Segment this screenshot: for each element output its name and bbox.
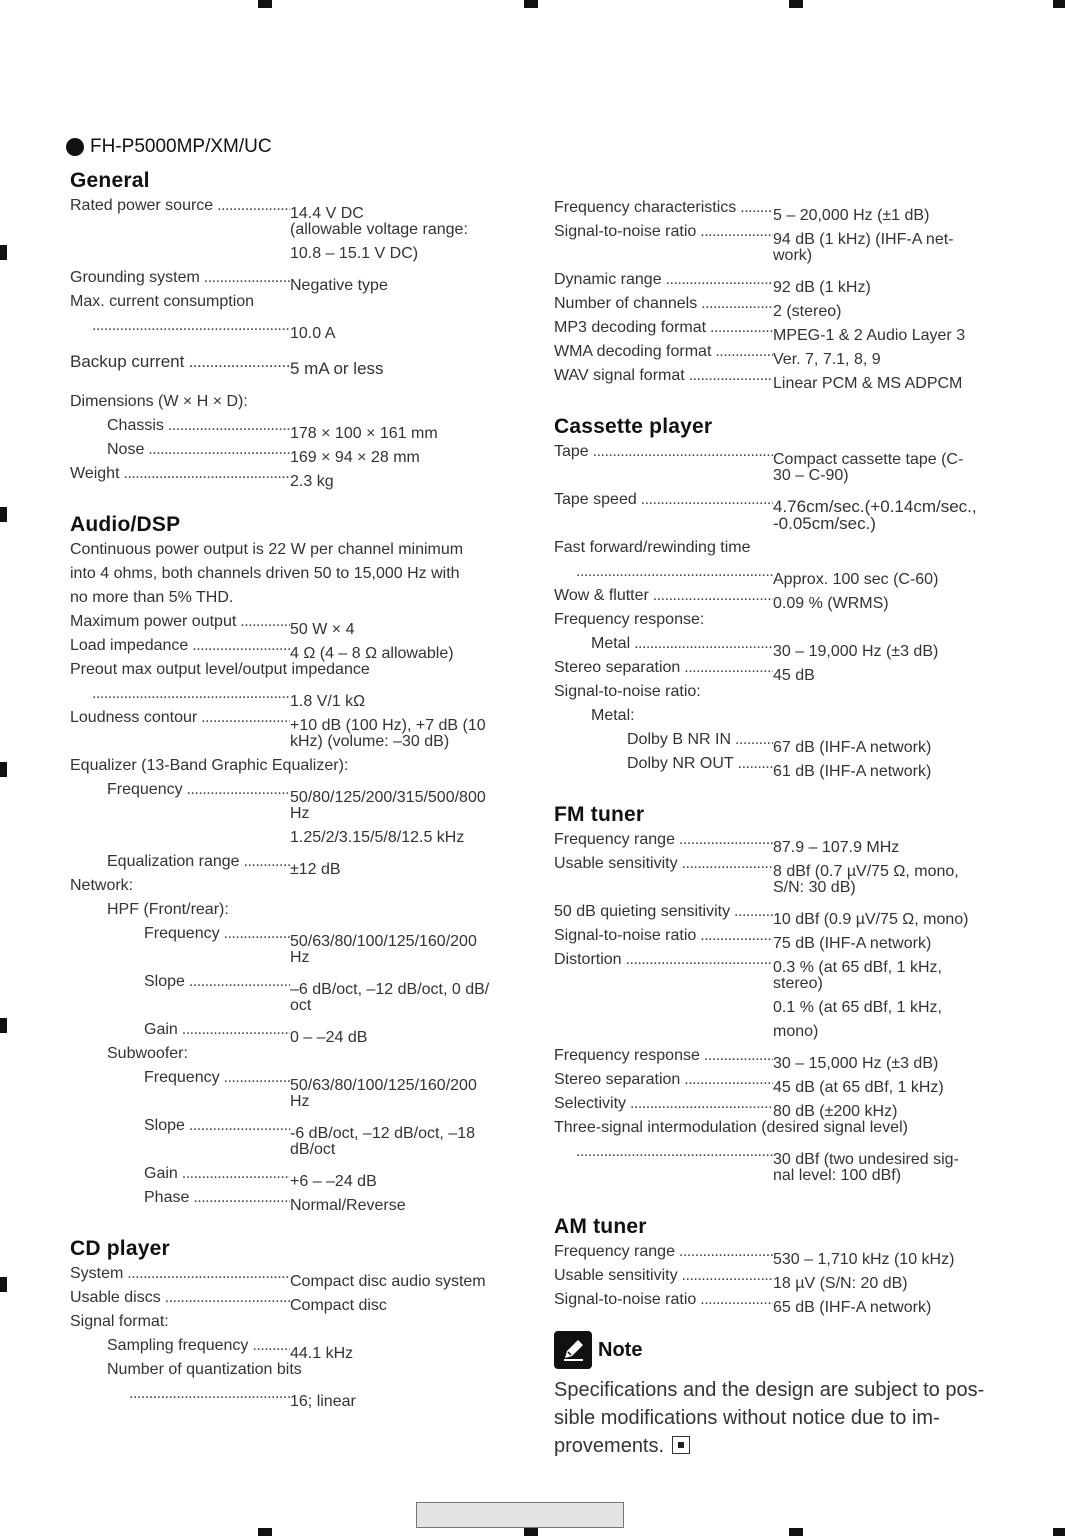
- spec-continuation: 10.8 – 15.1 V DC): [290, 245, 419, 262]
- spec-label: Gain .....: [144, 1162, 290, 1186]
- right-column: [554, 168, 999, 1460]
- spec-value: 30 dBf (two undesired sig-: [773, 1151, 959, 1168]
- spec-label: Slope .....: [144, 1114, 290, 1138]
- spec-value: Compact disc audio system: [290, 1273, 486, 1290]
- spec-continuation: 1.25/2/3.15/5/8/12.5 kHz: [290, 829, 465, 846]
- registration-mark: [524, 1528, 538, 1536]
- spec-value: 10.0 A: [290, 325, 336, 342]
- spec-heading: Dimensions (W × H × D):: [70, 393, 248, 410]
- spec-continuation: Hz: [290, 1093, 310, 1110]
- note-title: Note: [598, 1338, 643, 1361]
- spec-continuation: mono): [773, 1023, 819, 1040]
- spec-value: 50/80/125/200/315/500/800: [290, 789, 486, 806]
- spec-value: 92 dB (1 kHz): [773, 279, 871, 296]
- spec-row: [70, 1018, 515, 1046]
- spec-continuation: nal level: 100 dBf): [773, 1167, 902, 1184]
- leader-dots: [107, 1382, 290, 1406]
- spec-heading: HPF (Front/rear):: [107, 901, 229, 918]
- spec-value: –6 dB/oct, –12 dB/oct, 0 dB/: [290, 981, 490, 998]
- registration-mark: [0, 507, 7, 522]
- spec-value: 169 × 94 × 28 mm: [290, 449, 420, 466]
- spec-label: Weight .....: [70, 462, 290, 486]
- spec-row: [70, 850, 515, 878]
- spec-row: [554, 852, 999, 880]
- spec-label: Sampling frequency .....: [107, 1334, 290, 1358]
- registration-mark: [0, 1018, 7, 1033]
- spec-value: 80 dB (±200 kHz): [773, 1103, 898, 1120]
- spec-continuation: Hz: [290, 949, 310, 966]
- spec-row: [554, 316, 999, 344]
- spec-row: [70, 778, 515, 806]
- spec-value: +10 dB (100 Hz), +7 dB (10: [290, 717, 486, 734]
- spec-row: [70, 350, 515, 378]
- spec-label: Dolby B NR IN .....: [627, 728, 773, 752]
- spec-label: Frequency .....: [107, 778, 290, 802]
- spec-label: Signal-to-noise ratio .....: [554, 924, 773, 948]
- note-line: Specifications and the design are subject to pos-: [554, 1379, 985, 1401]
- spec-label: Load impedance .....: [70, 634, 290, 658]
- spec-label: Backup current .....: [70, 350, 290, 374]
- spec-value: 0.09 % (WRMS): [773, 595, 889, 612]
- spec-row: [70, 682, 515, 710]
- spec-label: Dynamic range .....: [554, 268, 773, 292]
- spec-label: Nose .....: [107, 438, 290, 462]
- registration-mark: [789, 1528, 803, 1536]
- spec-value: 0.3 % (at 65 dBf, 1 kHz,: [773, 959, 942, 976]
- spec-label: Tape speed .....: [554, 488, 773, 512]
- spec-row: [554, 728, 999, 756]
- spec-heading: Signal format:: [70, 1313, 169, 1330]
- spec-row: [70, 634, 515, 662]
- leader-dots: [70, 314, 290, 338]
- spec-row: [70, 1162, 515, 1190]
- left-column: [70, 168, 515, 1410]
- spec-value: +6 – –24 dB: [290, 1173, 377, 1190]
- spec-heading: Metal:: [591, 707, 635, 724]
- spec-label: System .....: [70, 1262, 290, 1286]
- note-line: sible modifications without notice due to im-: [554, 1407, 940, 1429]
- spec-value: Negative type: [290, 277, 388, 294]
- spec-label: Frequency characteristics .....: [554, 196, 773, 220]
- note-text: [554, 1376, 994, 1460]
- spec-continuation: S/N: 30 dB): [773, 879, 856, 896]
- spec-value: ±12 dB: [290, 861, 341, 878]
- spec-continuation: (allowable voltage range:: [290, 221, 468, 238]
- leader-dots: [554, 1140, 773, 1164]
- spec-row: [554, 220, 999, 248]
- spec-value: Compact disc: [290, 1297, 387, 1314]
- spec-label: Frequency response .....: [554, 1044, 773, 1068]
- spec-row: [70, 1066, 515, 1094]
- spec-label: Maximum power output .....: [70, 610, 290, 634]
- spec-label: Frequency range .....: [554, 1240, 773, 1264]
- spec-value: 16; linear: [290, 1393, 356, 1410]
- spec-value: 5 mA or less: [290, 359, 384, 378]
- spec-heading: Max. current consumption: [70, 293, 255, 310]
- spec-row: [554, 268, 999, 296]
- section-title-cd-player: CD player: [70, 1237, 170, 1260]
- leader-dots: [554, 560, 773, 584]
- spec-value: 14.4 V DC: [290, 205, 364, 222]
- registration-mark: [524, 0, 538, 8]
- note-line-text: provements.: [554, 1435, 665, 1457]
- spec-value: MPEG-1 & 2 Audio Layer 3: [773, 327, 966, 344]
- spec-value: Approx. 100 sec (C-60): [773, 571, 939, 588]
- spec-value: Compact cassette tape (C-: [773, 451, 964, 468]
- paragraph-line: into 4 ohms, both channels driven 50 to 15,000 Hz with: [70, 565, 460, 582]
- spec-row: [554, 1140, 999, 1168]
- registration-mark: [0, 762, 7, 777]
- spec-row: [70, 414, 515, 442]
- spec-row: [554, 1288, 999, 1316]
- spec-value: 4 Ω (4 – 8 Ω allowable): [290, 645, 454, 662]
- spec-heading: Network:: [70, 877, 134, 894]
- section-title-am-tuner: AM tuner: [554, 1215, 647, 1238]
- spec-row: [554, 196, 999, 224]
- spec-label: Stereo separation .....: [554, 1068, 773, 1092]
- spec-row: [554, 752, 999, 780]
- registration-mark: [0, 245, 7, 260]
- spec-value: 94 dB (1 kHz) (IHF-A net-: [773, 231, 954, 248]
- spec-label: Tape .....: [554, 440, 773, 464]
- spec-value: 178 × 100 × 161 mm: [290, 425, 438, 442]
- spec-row: [70, 1334, 515, 1362]
- spec-row: [70, 922, 515, 950]
- note-header: [554, 1330, 999, 1370]
- spec-row: [554, 440, 999, 468]
- registration-mark: [258, 0, 272, 8]
- page-number-box: [416, 1502, 624, 1528]
- spec-row: [554, 632, 999, 660]
- spec-heading: Subwoofer:: [107, 1045, 188, 1062]
- model-name: FH-P5000MP/XM/UC: [90, 136, 272, 157]
- spec-row: [554, 488, 999, 516]
- spec-value: 65 dB (IHF-A network): [773, 1299, 932, 1316]
- model-title: [66, 136, 272, 158]
- registration-mark: [789, 0, 803, 8]
- spec-value: Normal/Reverse: [290, 1197, 406, 1214]
- section-title-fm-tuner: FM tuner: [554, 803, 645, 826]
- spec-value: 0 – –24 dB: [290, 1029, 368, 1046]
- spec-label: Equalization range .....: [107, 850, 290, 874]
- section-title-cassette-player: Cassette player: [554, 415, 713, 438]
- spec-label: Frequency .....: [144, 1066, 290, 1090]
- spec-value: 87.9 – 107.9 MHz: [773, 839, 900, 856]
- spec-row: [70, 1286, 515, 1314]
- spec-row: [70, 1114, 515, 1142]
- spec-row: [554, 1240, 999, 1268]
- paragraph-line: Continuous power output is 22 W per channel minimum: [70, 541, 464, 558]
- spec-label: Usable discs .....: [70, 1286, 290, 1310]
- spec-value: 10 dBf (0.9 µV/75 Ω, mono): [773, 911, 969, 928]
- spec-row: [554, 828, 999, 856]
- spec-label: Gain .....: [144, 1018, 290, 1042]
- spec-row: [70, 610, 515, 638]
- spec-label: MP3 decoding format .....: [554, 316, 773, 340]
- spec-label: Dolby NR OUT .....: [627, 752, 773, 776]
- spec-value: 44.1 kHz: [290, 1345, 354, 1362]
- section-title-audio-dsp: Audio/DSP: [70, 513, 181, 536]
- paragraph-line: no more than 5% THD.: [70, 589, 234, 606]
- end-mark-icon: [672, 1436, 690, 1454]
- spec-row: [70, 1382, 515, 1410]
- spec-value: Ver. 7, 7.1, 8, 9: [773, 351, 881, 368]
- spec-continuation: 30 – C-90): [773, 467, 849, 484]
- spec-value: 50/63/80/100/125/160/200: [290, 933, 477, 950]
- spec-continuation: oct: [290, 997, 312, 1014]
- spec-row: [70, 970, 515, 998]
- spec-value: 30 – 19,000 Hz (±3 dB): [773, 643, 939, 660]
- spec-heading: Signal-to-noise ratio:: [554, 683, 701, 700]
- spec-value: 4.76cm/sec.(+0.14cm/sec.,: [773, 497, 977, 516]
- spec-heading: Fast forward/rewinding time: [554, 539, 751, 556]
- spec-heading: Equalizer (13-Band Graphic Equalizer):: [70, 757, 349, 774]
- registration-mark: [1053, 1528, 1065, 1536]
- section-title-general: General: [70, 169, 150, 192]
- spec-value: 50/63/80/100/125/160/200: [290, 1077, 477, 1094]
- note-line: [554, 1432, 994, 1460]
- spec-row: [554, 364, 999, 392]
- spec-row: [554, 560, 999, 588]
- spec-label: 50 dB quieting sensitivity .....: [554, 900, 773, 924]
- spec-label: WAV signal format .....: [554, 364, 773, 388]
- spec-label: WMA decoding format .....: [554, 340, 773, 364]
- spec-label: Distortion .....: [554, 948, 773, 972]
- spec-row: [70, 266, 515, 294]
- spec-label: Usable sensitivity .....: [554, 852, 773, 876]
- spec-row: [554, 948, 999, 976]
- spec-continuation: -0.05cm/sec.): [773, 514, 876, 533]
- registration-mark: [1053, 0, 1065, 8]
- spec-label: Wow & flutter .....: [554, 584, 773, 608]
- spec-label: Loudness contour .....: [70, 706, 290, 730]
- spec-continuation: 0.1 % (at 65 dBf, 1 kHz,: [773, 999, 942, 1016]
- spec-value: 18 µV (S/N: 20 dB): [773, 1275, 908, 1292]
- spec-label: Phase .....: [144, 1186, 290, 1210]
- spec-label: Selectivity .....: [554, 1092, 773, 1116]
- spec-heading: Number of quantization bits: [107, 1361, 302, 1378]
- spec-heading: Three-signal intermodulation (desired signal level): [554, 1119, 908, 1136]
- spec-label: Number of channels .....: [554, 292, 773, 316]
- spec-value: 45 dB (at 65 dBf, 1 kHz): [773, 1079, 944, 1096]
- spec-heading: Preout max output level/output impedance: [70, 661, 370, 678]
- spec-label: Signal-to-noise ratio .....: [554, 1288, 773, 1312]
- spec-value: 1.8 V/1 kΩ: [290, 693, 366, 710]
- spec-label: Frequency range .....: [554, 828, 773, 852]
- registration-mark: [258, 1528, 272, 1536]
- spec-value: 75 dB (IHF-A network): [773, 935, 932, 952]
- spec-value: 30 – 15,000 Hz (±3 dB): [773, 1055, 939, 1072]
- spec-continuation: stereo): [773, 975, 823, 992]
- spec-value: 8 dBf (0.7 µV/75 Ω, mono,: [773, 863, 959, 880]
- spec-label: Grounding system .....: [70, 266, 290, 290]
- spec-row: [70, 462, 515, 490]
- spec-row: [70, 1186, 515, 1214]
- pencil-icon: [554, 1331, 592, 1369]
- spec-row: [70, 1262, 515, 1290]
- spec-value: 67 dB (IHF-A network): [773, 739, 932, 756]
- spec-heading: Frequency response:: [554, 611, 705, 628]
- leader-dots: [70, 682, 290, 706]
- spec-value: 5 – 20,000 Hz (±1 dB): [773, 207, 930, 224]
- spec-label: Signal-to-noise ratio .....: [554, 220, 773, 244]
- spec-label: Stereo separation .....: [554, 656, 773, 680]
- spec-value: 2 (stereo): [773, 303, 842, 320]
- spec-row: [70, 194, 515, 222]
- spec-value: 530 – 1,710 kHz (10 kHz): [773, 1251, 955, 1268]
- spec-continuation: Hz: [290, 805, 310, 822]
- spec-continuation: dB/oct: [290, 1141, 336, 1158]
- spec-label: Usable sensitivity .....: [554, 1264, 773, 1288]
- spec-value: -6 dB/oct, –12 dB/oct, –18: [290, 1125, 476, 1142]
- spec-continuation: work): [773, 247, 813, 264]
- spec-row: [554, 1044, 999, 1072]
- spec-value: 50 W × 4: [290, 621, 355, 638]
- spec-label: Chassis .....: [107, 414, 290, 438]
- spec-value: 2.3 kg: [290, 473, 334, 490]
- spec-row: [70, 438, 515, 466]
- spec-value: 61 dB (IHF-A network): [773, 763, 932, 780]
- spec-row: [70, 706, 515, 734]
- spec-label: Slope .....: [144, 970, 290, 994]
- spec-row: [554, 900, 999, 928]
- spec-row: [554, 292, 999, 320]
- spec-label: Metal .....: [591, 632, 773, 656]
- spec-row: [554, 1068, 999, 1096]
- spec-value: 45 dB: [773, 667, 815, 684]
- spec-label: Rated power source .....: [70, 194, 290, 218]
- registration-mark: [0, 1277, 7, 1292]
- spec-value: Linear PCM & MS ADPCM: [773, 375, 963, 392]
- spec-continuation: kHz) (volume: –30 dB): [290, 733, 450, 750]
- spec-row: [70, 314, 515, 342]
- bullet-icon: [66, 138, 84, 156]
- spec-label: Frequency .....: [144, 922, 290, 946]
